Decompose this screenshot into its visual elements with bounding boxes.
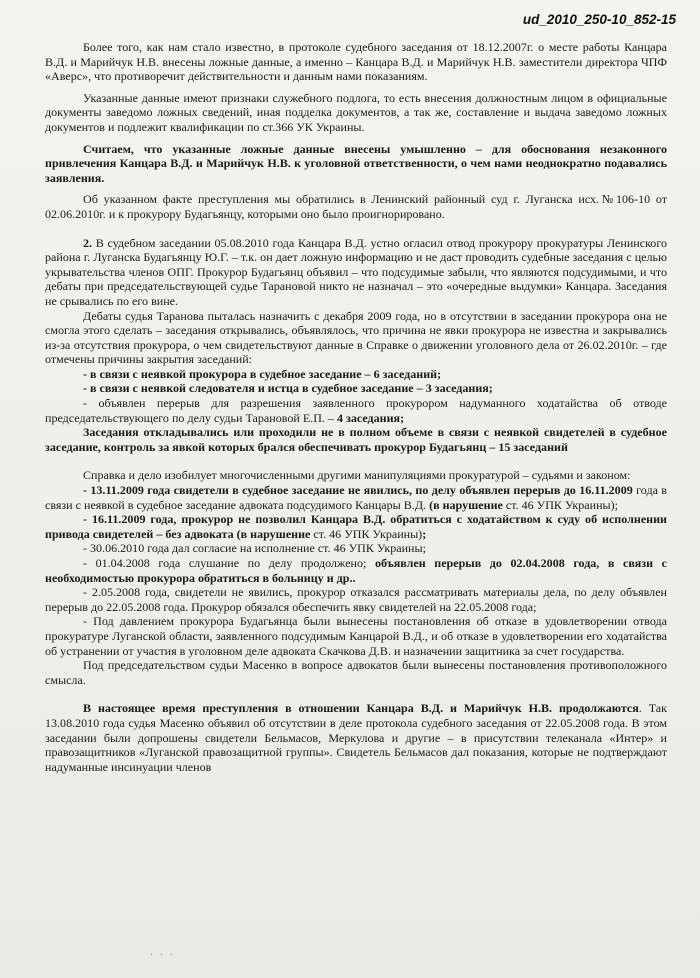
- item-bold: - 13.11.2009 года свидетели в судебное заседание не явились, по делу объявлен перерыв до 16.11.2009: [83, 483, 633, 498]
- bottom-marks: · · ·: [150, 950, 175, 961]
- paragraph-forgery: Указанные данные имеют признаки служебного подлога, то есть внесения должностным лицом в официальные документы заведомо ложных сведений, иная подделка документов, а так же, составление и выдача заведомо ложных документов и подлежит квалификации по ст.366 УК Украины.: [45, 90, 667, 134]
- list-item-count: 4 заседания;: [336, 410, 405, 425]
- paragraph-masenko: Под председательством судьи Масенко в вопросе адвокатов были вынесены постановления противоположного смысла.: [45, 658, 667, 687]
- paragraph-intent-text: Считаем, что указанные ложные данные внесены умышленно – для обоснования незаконного привлечения Канцара В.Д. и Марийчук Н.В. к уголовной ответственности, о чем нами неоднократно подавались заявления.: [45, 141, 667, 185]
- list-item-30-06-2010: - 30.06.2010 года дал согласие на исполнение ст. 46 УПК Украины;: [83, 541, 426, 556]
- item-bold: (в нарушение: [429, 497, 503, 512]
- list-item-recess: [45, 396, 667, 425]
- list-item-investigator-absence: [45, 381, 667, 396]
- paragraph-manipulations: Справка и дело изобилует многочисленными другими манипуляциями прокуратурой – судьями и законом:: [83, 468, 631, 483]
- section-2-text: В судебном заседании 05.08.2010 года Канцара В.Д. устно огласил отвод прокурору прокуратуры Ленинского района г. Луганска Будагьянцу Ю.Г. – т.к. он дает ложную информацию и не даст проводить судебные заседания с целью укрывательства членов ОПГ. Прокурор Будагьянц объявил – что подсудимые забыли, что являются подсудимыми, и что дебаты при председательствующей судье Тарановой никто не назначал – это «очередные выдумки» Канцара. Заседания не срывались по его вине.: [45, 235, 667, 308]
- paragraph-intent: [45, 142, 667, 186]
- section-number: 2.: [83, 235, 93, 250]
- item-bold: ;: [422, 526, 427, 541]
- document-id: ud_2010_250-10_852-15: [522, 12, 676, 27]
- item-text: - 01.04.2008 года слушание по делу продолжено;: [83, 556, 375, 570]
- item-text: года в связи с неявкой в судебное заседание адвоката подсудимого Канцары В.Д.: [45, 483, 667, 512]
- list-item-13-11-2009: [45, 483, 667, 512]
- list-item-text: - в связи с неявкой следователя и истца в судебное заседание – 3 заседания;: [83, 381, 493, 396]
- list-item-16-11-2009: [45, 512, 667, 541]
- paragraph-section-2: [45, 236, 667, 309]
- paragraph-debates: Дебаты судья Таранова пыталась назначить с декабря 2009 года, но в отсутствии в заседании прокурора она не смогла этого сделать – заседания открывались, объявлялось, что причина не явки прокурора не известна и закрывались из-за отсутствия прокурора, о чем свидетельствуют данные в Справке о движении уголовного дела от 26.02.2010г. – где отмечены причины закрытия заседаний:: [45, 308, 667, 367]
- paragraph-witnesses-text: Заседания откладывались или проходили не в полном объеме в связи с неявкой свидетелей в судебное заседание, контроль за явкой которых брался обеспечивать прокурор Будагьянц – 15 заседаний: [45, 425, 667, 454]
- paragraph-ongoing-text: . Так 13.08.2010 года судья Масенко объявил об отсутствии в деле протокола судебного заседания от 22.05.2008 года. В этом заседании были допрошены свидетели Бельмасов, Меркулова и другие – в присутствии телеканала «Интер» и правозащитников «Луганской правозащитной группы». Свидетель Бельмасов дал показания, которые не подтверждают надуманные инсинуации членов: [45, 701, 667, 774]
- list-item-2-05-2008: - 2.05.2008 года, свидетели не явились, прокурор отказался рассматривать материалы дела, по делу объявлен перерыв до 22.05.2008 года. Прокурор обязался обеспечить явку свидетелей на 22.05.2008 года;: [45, 585, 667, 614]
- paragraph-ongoing-crimes: [45, 701, 667, 774]
- paragraph-protocol-false-data: Более того, как нам стало известно, в протоколе судебного заседания от 18.12.2007г. о месте работы Канцара В.Д. и Марийчук Н.В. внесены ложные данные, а именно – Канцара В.Д. и Марийчук Н.В. заместители директора ЧПФ «Аверс», что противоречит действительности и данным нами показаниям.: [45, 40, 667, 84]
- paragraph-court-appeal: Об указанном факте преступления мы обратились в Ленинский районный суд г. Луганска исх.№106-10 от 02.06.2010г. и к прокурору Будагьянцу, которыми оно было проигнорировано.: [45, 192, 667, 221]
- list-item-text: - объявлен перерыв для разрешения заявленного прокурором надуманного ходатайства об отводе председательствующего по делу судьи Тарановой Е.П. –: [45, 396, 667, 425]
- list-item-text: - в связи с неявкой прокурора в судебное заседание – 6 заседаний;: [83, 366, 442, 381]
- item-text: ст. 46 УПК Украины): [310, 526, 423, 541]
- item-text: ст. 46 УПК Украины);: [502, 497, 618, 512]
- paragraph-witnesses: [45, 425, 667, 454]
- list-item-01-04-2008: [45, 556, 667, 585]
- paragraph-ongoing-bold: В настоящее время преступления в отношении Канцара В.Д. и Марийчук Н.В. продолжаются: [83, 701, 639, 716]
- item-bold: объявлен перерыв до 02.04.2008 года, в связи с необходимостью прокурора обратиться в больницу и др..: [45, 556, 667, 585]
- list-item-prosecutor-absence: [45, 367, 667, 382]
- item-bold: - 16.11.2009 года, прокурор не позволил Канцара В.Д. обратиться с ходатайством к суду об исполнении привода свидетелей – без адвоката (в нарушение: [45, 512, 667, 541]
- list-item-pressure: - Под давлением прокурора Будагьянца были вынесены постановления об отказе в удовлетворении отвода прокуратуре Луганской области, заявленного подсудимым Канцарой В.Д., и об отказе в удовлетворении его ходатайства об устранении от участия в уголовном деле адвоката Скачкова Д.В. и назначении защитника за счет государства.: [45, 614, 667, 658]
- document-body: [45, 40, 667, 774]
